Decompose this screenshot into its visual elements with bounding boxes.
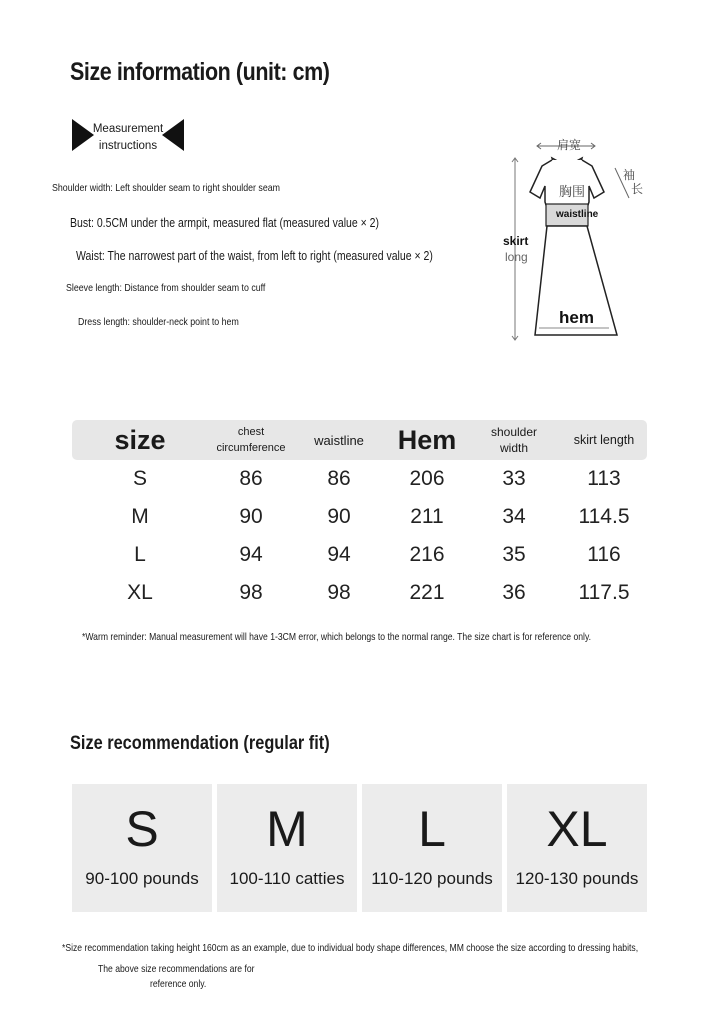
table-row xyxy=(72,574,647,612)
card-range: 100-110 catties xyxy=(229,869,345,888)
instruction-dress: Dress length: shoulder-neck point to hem xyxy=(78,316,239,328)
header-shoulder-line-2: width xyxy=(499,441,528,455)
instruction-waist: Waist: The narrowest part of the waist, from left to right (measured value × 2) xyxy=(76,249,433,263)
size-card-l xyxy=(362,784,502,912)
cell-shoulder: 34 xyxy=(502,505,526,528)
cell-size: L xyxy=(134,543,146,566)
card-range: 90-100 pounds xyxy=(85,869,199,888)
header-shoulder xyxy=(476,420,552,460)
header-waistline: waistline xyxy=(314,432,364,448)
sleeve-label-cn-2: 长 xyxy=(631,182,644,196)
recommendation-footnote-1: *Size recommendation taking height 160cm as an example, due to individual body shape differences, MM choose the size according to dressing habits, xyxy=(62,942,639,954)
cell-chest: 86 xyxy=(239,467,263,490)
cell-chest: 94 xyxy=(239,543,263,566)
cell-waist: 86 xyxy=(327,467,351,490)
cell-chest: 90 xyxy=(239,505,263,528)
card-size: M xyxy=(266,801,308,857)
header-shoulder-line-1: shoulder xyxy=(490,425,538,439)
card-range: 110-120 pounds xyxy=(371,869,493,888)
cell-waist: 94 xyxy=(327,543,351,566)
cell-skirt-length: 114.5 xyxy=(578,505,630,528)
badge-label xyxy=(86,120,170,155)
header-chest-line-2: circumference xyxy=(216,442,286,454)
cell-hem: 206 xyxy=(409,467,445,490)
cell-hem: 221 xyxy=(409,581,445,604)
header-size: size xyxy=(114,424,166,455)
size-table-header xyxy=(72,420,647,460)
cell-size: XL xyxy=(127,581,153,604)
dress-diagram xyxy=(497,130,657,345)
table-row xyxy=(72,460,647,498)
cell-skirt-length: 116 xyxy=(587,543,621,566)
size-card-s xyxy=(72,784,212,912)
table-row xyxy=(72,498,647,536)
card-size: XL xyxy=(546,801,608,857)
shoulder-label-cn: 肩宽 xyxy=(557,138,582,152)
badge-line-1: Measurement xyxy=(92,123,164,135)
card-size: S xyxy=(125,801,159,857)
hem-label: hem xyxy=(559,308,594,327)
cell-waist: 90 xyxy=(327,505,351,528)
page-title: Size information (unit: cm) xyxy=(70,58,330,86)
cell-hem: 211 xyxy=(410,505,444,528)
recommendation-footnote-3: reference only. xyxy=(150,978,207,990)
cell-hem: 216 xyxy=(409,543,445,566)
cell-skirt-length: 113 xyxy=(587,467,621,490)
instruction-bust: Bust: 0.5CM under the armpit, measured flat (measured value × 2) xyxy=(70,216,380,230)
recommendation-footnote-2: The above size recommendations are for xyxy=(98,963,255,975)
header-chest-line-1: chest xyxy=(237,426,265,438)
sleeve-label-cn-1: 袖 xyxy=(623,168,636,182)
recommendation-title: Size recommendation (regular fit) xyxy=(70,733,330,754)
header-hem: Hem xyxy=(397,424,457,455)
instruction-sleeve: Sleeve length: Distance from shoulder seam to cuff xyxy=(66,282,266,294)
table-row xyxy=(72,536,647,574)
cell-size: S xyxy=(132,467,147,490)
skirt-label: skirt xyxy=(503,234,529,248)
size-card-m xyxy=(217,784,357,912)
measurement-instructions-badge xyxy=(72,118,184,154)
cell-skirt-length: 117.5 xyxy=(578,581,630,604)
cell-chest: 98 xyxy=(239,581,263,604)
header-skirt-length: skirt length xyxy=(573,433,635,447)
cell-waist: 98 xyxy=(327,581,351,604)
instruction-shoulder: Shoulder width: Left shoulder seam to right shoulder seam xyxy=(52,182,280,194)
cell-shoulder: 36 xyxy=(502,581,526,604)
card-size: L xyxy=(418,801,446,857)
long-label: long xyxy=(505,250,528,264)
badge-line-2: instructions xyxy=(98,140,158,152)
chest-label-cn: 胸围 xyxy=(559,184,586,199)
cell-shoulder: 33 xyxy=(502,467,526,490)
cell-size: M xyxy=(131,505,149,528)
cell-shoulder: 35 xyxy=(502,543,526,566)
warm-reminder: *Warm reminder: Manual measurement will have 1-3CM error, which belongs to the normal range. The size chart is for reference only. xyxy=(82,631,592,643)
right-triangle-icon xyxy=(162,119,184,151)
waistline-label: waistline xyxy=(556,209,599,220)
size-card-xl xyxy=(507,784,647,912)
card-range: 120-130 pounds xyxy=(515,869,639,888)
header-chest xyxy=(210,420,292,460)
